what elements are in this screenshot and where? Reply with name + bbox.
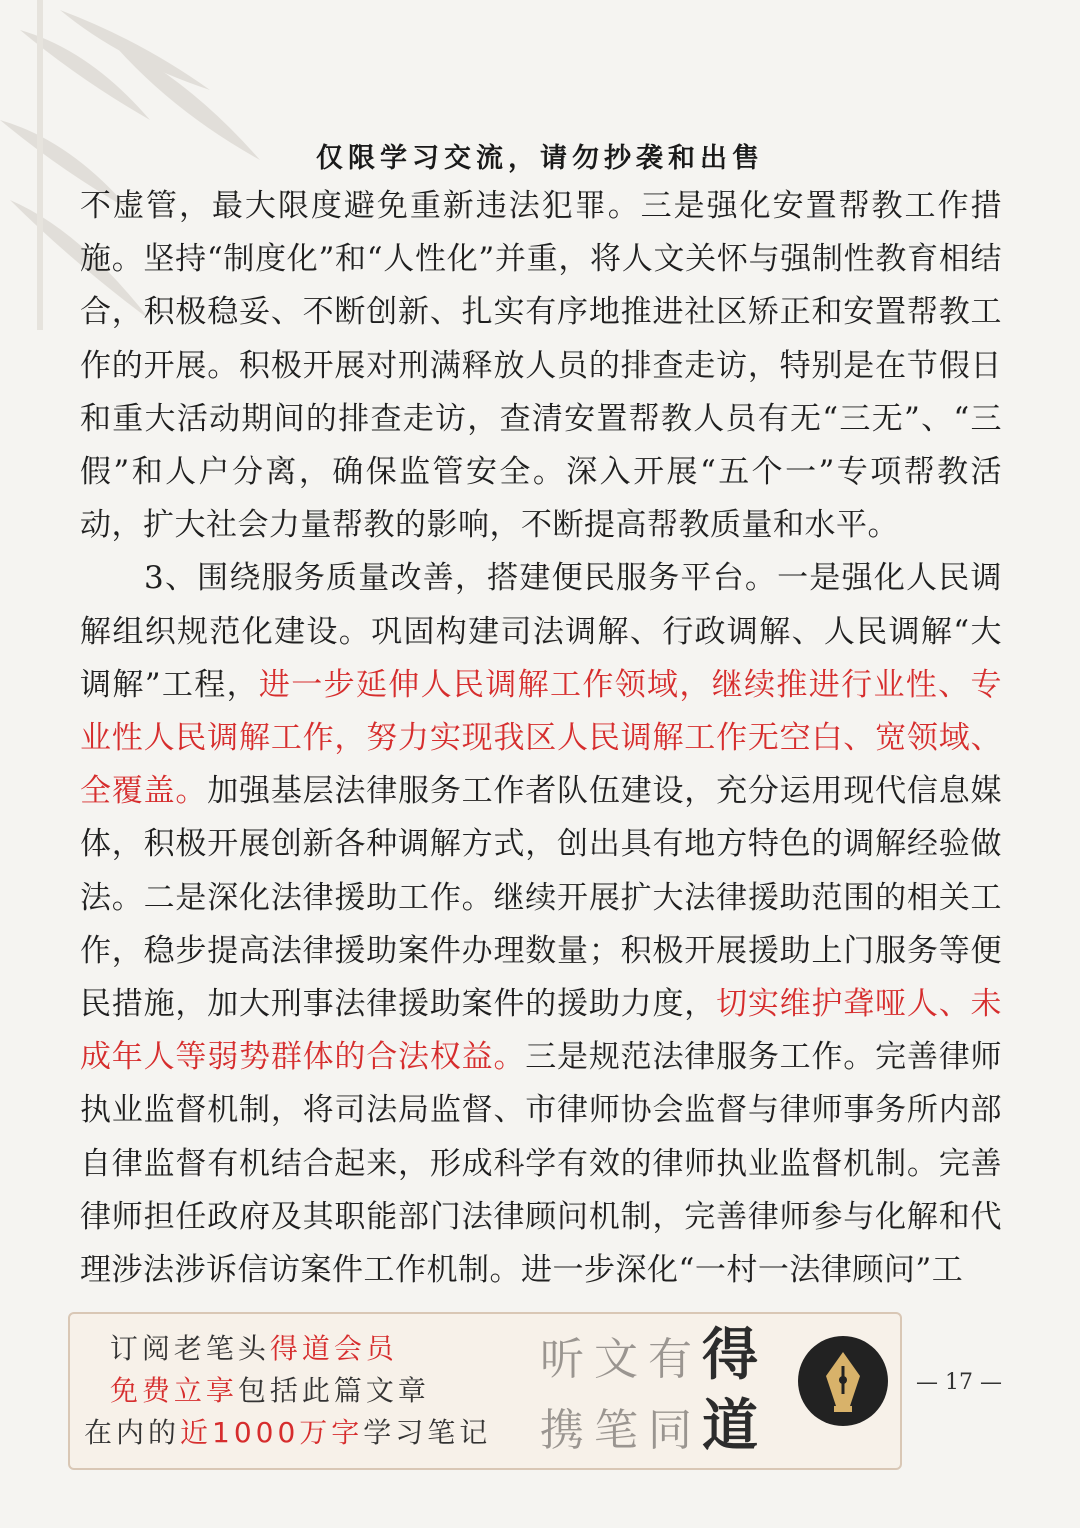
highlighted-text: 切实维护聋哑人、未成年人等弱势群体的合法权益。 — [80, 986, 1003, 1076]
slogan-line-2 — [540, 1393, 800, 1464]
banner-line-3 — [84, 1412, 544, 1454]
promo-banner[interactable] — [68, 1312, 902, 1470]
slogan-1a: 听文有 — [540, 1334, 702, 1385]
banner-line2-b: 包括此篇文章 — [237, 1374, 430, 1407]
banner-line3-c: 学习笔记 — [363, 1416, 492, 1449]
slogan-line-1 — [540, 1322, 800, 1393]
banner-line-2 — [84, 1370, 544, 1412]
body-text: 不虚管，最大限度避免重新违法犯罪。三是强化安置帮教工作措施。坚持“制度化”和“人性化”并重，将人文关怀与强制性教育相结合，积极稳妥、不断创新、扎实有序地推进社区矫正和安置帮教工作的开展。积极开展对刑满释放人员的排查走访，特别是在节假日和重大活动期间的排查走访，查清安置帮教人员有无“三无”、“三假”和人户分离，确保监管安全。深入开展“五个一”专项帮教活动，扩大社会力量帮教的影响，不断提高帮教质量和水平。 — [80, 188, 1002, 544]
page-number: — 17 — — [916, 1370, 1002, 1395]
slogan-2a: 携笔同 — [540, 1405, 702, 1456]
banner-line3-a: 在内的 — [84, 1416, 181, 1449]
body-text: 三是规范法律服务工作。完善律师执业监督机制，将司法局监督、市律师协会监督与律师事务所内部自律监督有机结合起来，形成科学有效的律师执业监督机制。完善律师担任政府及其职能部门法律顾问机制，完善律师参与化解和代理涉法涉诉信访案件工作机制。进一步深化“一村一法律顾问”工 — [80, 1039, 1002, 1289]
page-header: 仅限学习交流，请勿抄袭和出售 — [316, 143, 764, 174]
paragraph — [80, 552, 1002, 1297]
body-text: 加强基层法律服务工作者队伍建设，充分运用现代信息媒体，积极开展创新各种调解方式，创出具有地方特色的调解经验做法。二是深化法律援助工作。继续开展扩大法律援助范围的相关工作，稳步提高法律援助案件办理数量；积极开展援助上门服务等便民措施，加大刑事法律援助案件的援助力度， — [80, 773, 1003, 1023]
article-body — [80, 180, 1002, 1297]
paragraph — [80, 180, 1002, 552]
body-text: 3、围绕服务质量改善，搭建便民服务平台。一是强化人民调解组织规范化建设。巩固构建司法调解、行政调解、人民调解“大调解”工程， — [80, 560, 1002, 703]
banner-line-1 — [84, 1328, 544, 1370]
pen-nib-icon — [798, 1336, 888, 1426]
banner-line2-a: 免费立享 — [109, 1374, 238, 1407]
banner-line3-b: 近1000万字 — [180, 1416, 364, 1449]
banner-line1-a: 订阅老笔头 — [109, 1332, 270, 1365]
highlighted-text: 进一步延伸人民调解工作领域，继续推进行业性、专业性人民调解工作，努力实现我区人民调解工作无空白、宽领域、全覆盖。 — [80, 666, 1002, 810]
banner-line1-b: 得道会员 — [269, 1332, 398, 1365]
banner-text — [84, 1328, 544, 1454]
slogan-1b: 得 — [702, 1322, 768, 1388]
banner-slogan — [540, 1322, 800, 1464]
slogan-2b: 道 — [702, 1393, 768, 1459]
